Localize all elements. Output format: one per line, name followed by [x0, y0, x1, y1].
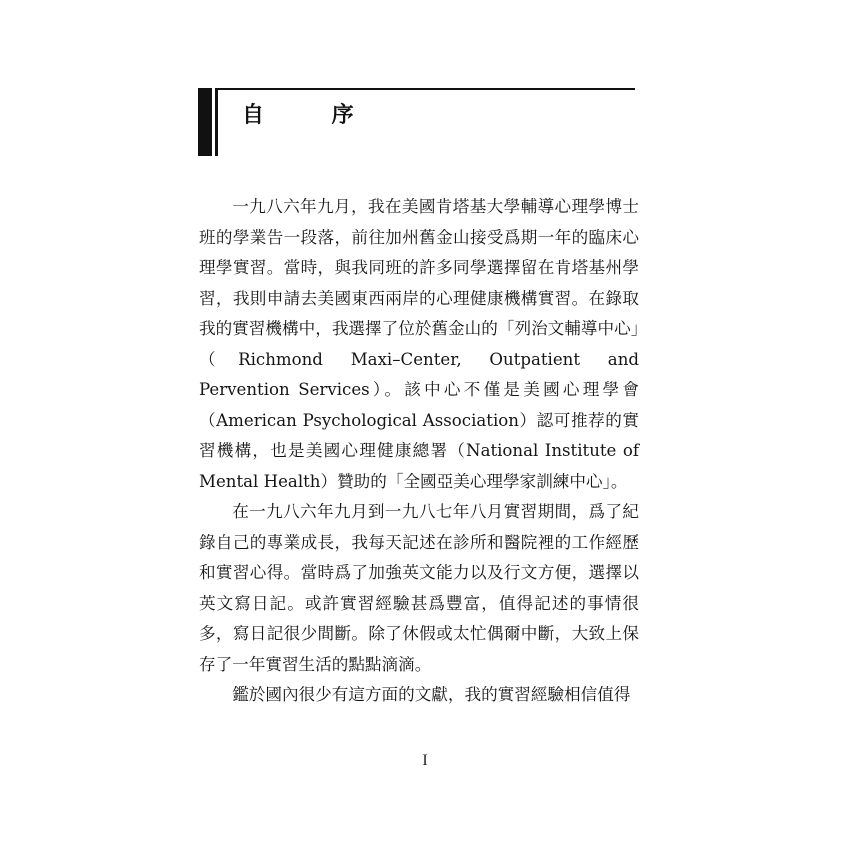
chapter-title: 自 序 [242, 103, 384, 128]
preface-body [199, 192, 639, 711]
paragraph-2: 在一九八六年九月到一九八七年八月實習期間，爲了紀錄自己的專業成長，我每天記述在診所和醫院裡的工作經歷和實習心得。當時爲了加強英文能力以及行文方便，選擇以英文寫日記。或許實習經驗甚爲豐富，值得記述的事情很多，寫日記很少間斷。除了休假或太忙偶爾中斷，大致上保存了一年實習生活的點點滴滴。 [199, 502, 639, 674]
chapter-header [198, 88, 638, 158]
paragraph-3: 鑑於國內很少有這方面的文獻，我的實習經驗相信值得 [232, 685, 631, 704]
header-thick-bar [198, 88, 212, 156]
paragraph-1: 一九八六年九月，我在美國肯塔基大學輔導心理學博士班的學業告一段落，前往加州舊金山接受爲期一年的臨床心理學實習。當時，與我同班的許多同學選擇留在肯塔基州學習，我則申請去美國東西兩岸的心理健康機構實習。在錄取我的實習機構中，我選擇了位於舊金山的「列治文輔導中心」（Richmond Maxi–Center, Outpatient and Pervention Services）。該中心不僅是美國心理學會（American Psychological Association）認可推荐的實習機構，也是美國心理健康總署（National Institute of Mental Health）贊助的「全國亞美心理學家訓練中心」。 [199, 197, 639, 491]
page-number: I [422, 752, 428, 769]
header-rule-line [215, 88, 635, 90]
header-thin-bar [215, 88, 218, 156]
